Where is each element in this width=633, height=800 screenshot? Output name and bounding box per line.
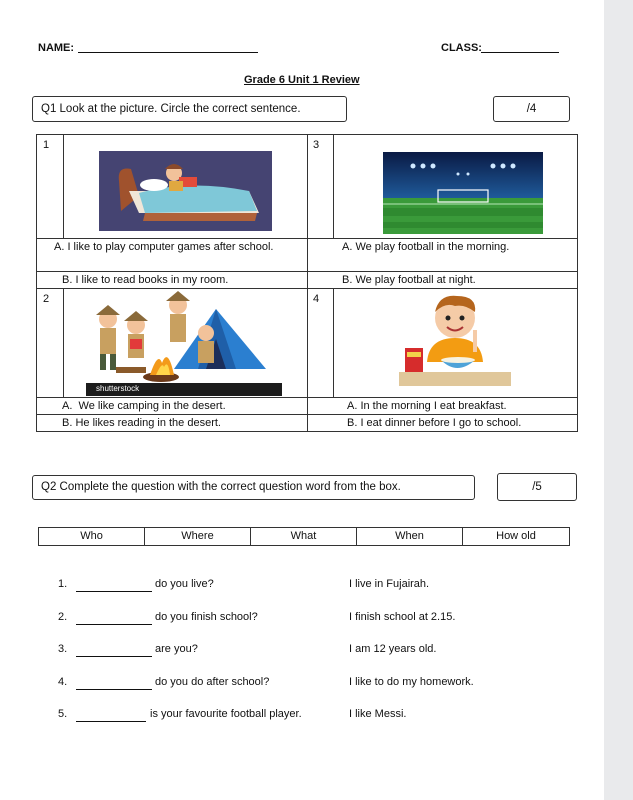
word-box-item: Who (39, 527, 145, 545)
word-box-item: What (251, 527, 357, 545)
q1-item-number: 2 (43, 293, 50, 305)
breakfast-image (399, 290, 511, 386)
q2-score: /5 (497, 473, 577, 501)
q1-option-2a[interactable]: A. We like camping in the desert. (62, 400, 226, 412)
q1-option-4a[interactable]: A. In the morning I eat breakfast. (347, 400, 507, 412)
answer-blank[interactable] (76, 579, 152, 592)
answer-blank[interactable] (76, 612, 152, 625)
question-text: are you? (155, 643, 198, 655)
question-text: do you finish school? (155, 611, 258, 623)
question-row (0, 708, 604, 726)
word-box-item: How old (496, 530, 536, 542)
answer-text: I like Messi. (349, 708, 407, 720)
q1-option-1a[interactable]: A. I like to play computer games after school. (54, 241, 274, 253)
q1-option-2b[interactable]: B. He likes reading in the desert. (62, 417, 221, 429)
q1-instruction: Q1 Look at the picture. Circle the correct sentence. (32, 96, 347, 122)
class-label: CLASS: (441, 42, 482, 54)
question-text: do you do after school? (155, 676, 270, 688)
answer-text: I like to do my homework. (349, 676, 474, 688)
reading-in-bed-image (99, 151, 272, 231)
worksheet-title: Grade 6 Unit 1 Review (244, 74, 360, 86)
question-number: 2. (58, 611, 68, 623)
question-number: 1. (58, 578, 68, 590)
answer-blank[interactable] (76, 709, 146, 722)
question-row (0, 643, 604, 661)
answer-blank[interactable] (76, 644, 152, 657)
answer-blank[interactable] (76, 677, 152, 690)
q2-instruction: Q2 Complete the question with the correct question word from the box. (32, 475, 475, 500)
q1-item-number: 3 (313, 139, 320, 151)
q1-option-3a[interactable]: A. We play football in the morning. (342, 241, 510, 253)
question-number: 5. (58, 708, 68, 720)
question-number: 4. (58, 676, 68, 688)
answer-text: I am 12 years old. (349, 643, 437, 655)
camping-image (86, 289, 282, 396)
question-number: 3. (58, 643, 68, 655)
q1-item-number: 4 (313, 293, 320, 305)
name-blank[interactable] (78, 52, 258, 53)
image-watermark: shutterstock (96, 384, 140, 393)
word-box-item: Where (145, 527, 251, 545)
stadium-night-image (383, 152, 543, 234)
q1-score: /4 (493, 96, 570, 122)
question-row (0, 676, 604, 694)
question-row (0, 578, 604, 596)
question-text: is your favourite football player. (150, 708, 302, 720)
q1-item-number: 1 (43, 139, 50, 151)
class-blank[interactable] (481, 52, 559, 53)
q1-option-3b[interactable]: B. We play football at night. (342, 274, 476, 286)
word-box-item: When (357, 527, 463, 545)
question-row (0, 611, 604, 629)
name-label: NAME: (38, 42, 75, 54)
question-text: do you live? (155, 578, 214, 590)
answer-text: I finish school at 2.15. (349, 611, 456, 623)
q1-option-4b[interactable]: B. I eat dinner before I go to school. (347, 417, 522, 429)
answer-text: I live in Fujairah. (349, 578, 430, 590)
q1-option-1b[interactable]: B. I like to read books in my room. (62, 274, 229, 286)
